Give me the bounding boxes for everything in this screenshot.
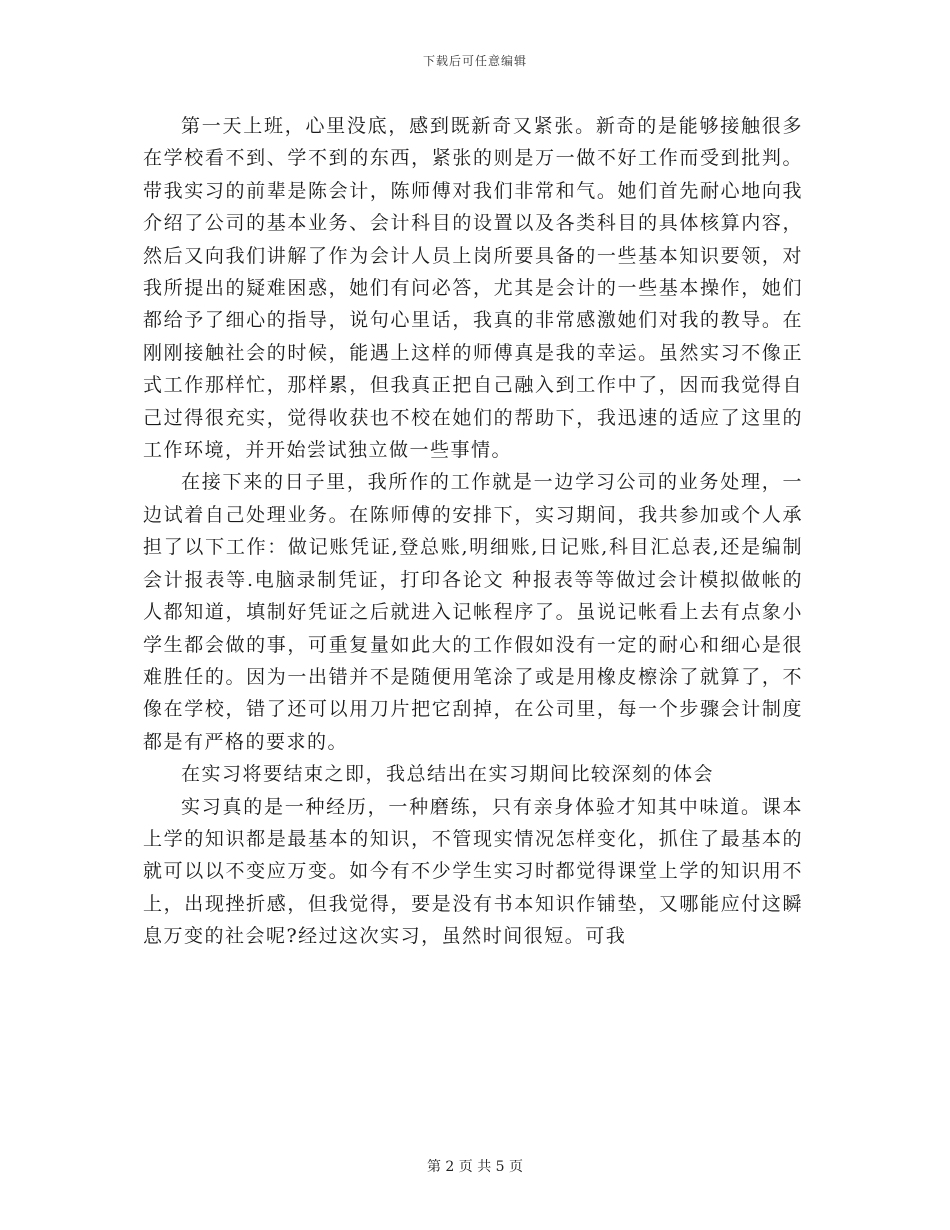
paragraph-summary-intro: 在实习将要结束之即，我总结出在实习期间比较深刻的体会 <box>181 763 715 786</box>
document-body <box>143 110 803 953</box>
paragraph-reflection: 实习真的是一种经历，一种磨练，只有亲身体验才知其中味道。课本上学的知识都是最基本的知识，不管现实情况怎样变化，抓住了最基本的就可以以不变应万变。如今有不少学生实习时都觉得课堂上学的知识用不上，出现挫折感，但我觉得，要是没有书本知识作铺垫，又哪能应付这瞬息万变的社会呢?经过这次实习，虽然时间很短。可我 <box>143 795 803 948</box>
page-header: 下载后可任意编辑 <box>422 54 527 68</box>
paragraph-first-day: 第一天上班，心里没底，感到既新奇又紧张。新奇的是能够接触很多在学校看不到、学不到的东西，紧张的则是万一做不好工作而受到批判。带我实习的前辈是陈会计，陈师傅对我们非常和气。她们首先耐心地向我介绍了公司的基本业务、会计科目的设置以及各类科目的具体核算内容，然后又向我们讲解了作为会计人员上岗所要具备的一些基本知识要领，对我所提出的疑难困惑，她们有问必答，尤其是会计的一些基本操作，她们都给予了细心的指导，说句心里话，我真的非常感激她们对我的教导。在刚刚接触社会的时候，能遇上这样的师傅真是我的幸运。虽然实习不像正式工作那样忙，那样累，但我真正把自己融入到工作中了，因而我觉得自己过得很充实，觉得收获也不校在她们的帮助下，我迅速的适应了这里的工作环境，并开始尝试独立做一些事情。 <box>143 115 803 462</box>
paragraph-work-tasks: 在接下来的日子里，我所作的工作就是一边学习公司的业务处理，一边试着自己处理业务。在陈师傅的安排下，实习期间，我共参加或个人承担了以下工作：做记账凭证,登总账,明细账,日记账,科目汇总表,还是编制会计报表等.电脑录制凭证，打印各论文 种报表等等做过会计模拟做帐的人都知道，填制好凭证之后就进入记帐程序了。虽说记帐看上去有点象小学生都会做的事，可重复量如此大的工作假如没有一定的耐心和细心是很难胜任的。因为一出错并不是随便用笔涂了或是用橡皮檫涂了就算了，不像在学校，错了还可以用刀片把它刮掉，在公司里，每一个步骤会计制度都是有严格的要求的。 <box>143 471 803 753</box>
page-number-footer: 第 2 页 共 5 页 <box>426 1159 524 1175</box>
